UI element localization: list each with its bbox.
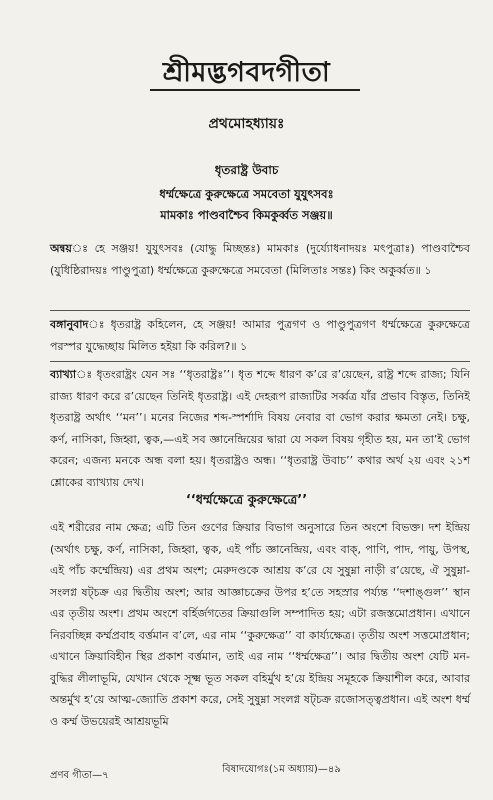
body-paragraph: এই শরীরের নাম ক্ষেত্র; এটি তিন গুণের ক্রিয়ার বিভাগ অনুসারে তিন অংশে বিভক্ত। দশ ইন্দ্রিয় (অর্থাৎ চক্ষু, কর্ণ, নাসিকা, জিহ্বা, ত্বক, এই পাঁচ জ্ঞানেন্দ্রিয়, এবং বাক্‌, পাণি, পাদ, পায়ু, উপস্থ, এই পাঁচ কর্ম্মেন্দ্রিয়) এর প্রথম অংশ; মেরুদণ্ডকে আশ্রয় ক’রে যে সুষুম্না নাড়ী র’য়েছে, ঐ সুষুম্না-সংলগ্ন ষট্‌চক্র এর দ্বিতীয় অংশ; আর আজ্ঞাচক্রের উপর হ’তে সহস্রার পর্য্যন্ত ‘‘দশাঙ্গুল’’ স্থান এর তৃতীয় অংশ। প্রথম অংশে বর্হির্জগতের ক্রিয়াগুলি সম্পাদিত হয়; এটা রজস্তমোপ্রধান। এখানে নিরবচ্ছিন্ন কর্ম্মপ্রবাহ বর্ত্তমান ব’লে, এর নাম ‘‘কুরুক্ষেত্র’’ বা কার্য্যক্ষেত্র। তৃতীয় অংশ সত্তমোপ্রধান; এখানে ক্রিয়াবিহীন স্থির প্রকাশ বর্ত্তমান, তাই এর নাম ‘‘ধর্ম্মক্ষেত্র’’। আর দ্বিতীয় অংশ যেটি মন-বুদ্ধির লীলাভূমি, যেখান থেকে সূক্ষ্ম ভূত সকল বহির্মুখ হ’য়ে ইন্দ্রিয় সমূহকে ক্রিয়াশীল করে, আবার অন্তর্মুখ হ’য়ে আত্ম-জ্যোতি প্রকাশ করে, সেই সুষুম্না সংলগ্ন ষট্‌চক্র রজোসত্ত্বপ্রধান। এই অংশ ধর্ম্ম ও কর্ম্ম উভয়েরই আশ্রয়ভূমি [50, 521, 470, 728]
running-footer: বিষাদযোগঃ(১ম অধ্যায়)—৪৯ [222, 764, 341, 775]
title-underline [150, 89, 360, 91]
sanskrit-verse [0, 184, 493, 226]
verse-line-2: মামকাঃ পাণ্ডবাশ্চৈব কিমকুর্ব্বত সঞ্জয়॥ [160, 208, 333, 222]
speaker-heading: ধৃতরাষ্ট্র উবাচ [214, 163, 279, 177]
translation-label: বঙ্গানুবাদ [50, 318, 89, 331]
section-divider [50, 310, 470, 311]
sub-heading: ‘‘ধর্ম্মক্ষেত্রে কুরুক্ষেত্রে’’ [185, 493, 308, 508]
commentary-text: ঃ ধৃতংরাষ্ট্রং যেন সঃ ‘‘ধৃতরাষ্ট্রঃ’’। ধৃত শব্দে ধারণ ক’রে র’য়েছেন, রাষ্ট্র শব্দে রাজ্য; যিনি রাজ্য ধারণ করে র’য়েছেন তিনিই ধৃতরাষ্ট্র। এই দেহরূপ রাজ্যটির সর্ব্বত্র যাঁর প্রভাব বিস্তৃত, তিনিই ধৃতরাষ্ট্র অর্থাৎ ‘‘মন’’। মনের নিজের শব্দ-স্পর্শাদি বিষয় নেবার বা ভোগ করার ক্ষমতা নেই। চক্ষু, কর্ণ, নাসিকা, জিহ্বা, ত্বক,—এই সব জ্ঞানেন্দ্রিয়ের দ্বারা যে সকল বিষয় গৃহীত হয়, মন তা’ই ভোগ করেন; এজন্য মনকে অন্ধ বলা হয়। ধৃতরাষ্ট্রও অন্ধ। ‘‘ধৃতরাষ্ট্র উবাচ’’ কথার অর্থ ২য় এবং ২১শ শ্লোকের ব্যাখ্যায় দেখ। [50, 368, 471, 489]
translation-text: ঃ ধৃতরাষ্ট্র কহিলেন, হে সঞ্জয়! আমার পুত্রগণ ও পাণ্ডুপুত্রগণ ধর্ম্মক্ষেত্রে কুরুক্ষেত্রে পরস্পর যুদ্ধেচ্ছায় মিলিত হইয়া কি করিল?॥ ১ [50, 318, 470, 353]
commentary-label: ব্যাখ্যা [50, 368, 77, 381]
anvaya-text: ঃ হে সঞ্জয়! যুযুৎসবঃ (যোদ্ধু মিচ্ছন্তঃ) মামকাঃ (দুর্য্যোধনাদয়ঃ মৎপুত্রাঃ) পাণ্ডবাশ্চৈব (যুধিষ্ঠিরাদয়ঃ পাণ্ডুপুত্রা) ধর্ম্মক্ষেত্রে কুরুক্ষেত্রে সমবেতা (মিলিতাঃ সন্তঃ) কিং অকুর্ব্বত॥ ১ [50, 242, 470, 277]
anvaya-label: অন্বয় [50, 242, 72, 255]
translation-paragraph [50, 314, 470, 357]
verse-line-1: ধর্ম্মক্ষেত্রে কুরুক্ষেত্রে সমবেতা যুযুৎসবঃ [159, 187, 334, 201]
chapter-heading: প্রথমোহধ্যায়ঃ [208, 116, 285, 132]
anvaya-paragraph [50, 238, 470, 281]
signature-mark: প্রণব গীতা—৭ [50, 770, 109, 781]
section-divider [50, 361, 470, 362]
commentary-paragraph [50, 364, 470, 493]
page-title: শ্রীমদ্ভগবদগীতা [162, 57, 331, 88]
